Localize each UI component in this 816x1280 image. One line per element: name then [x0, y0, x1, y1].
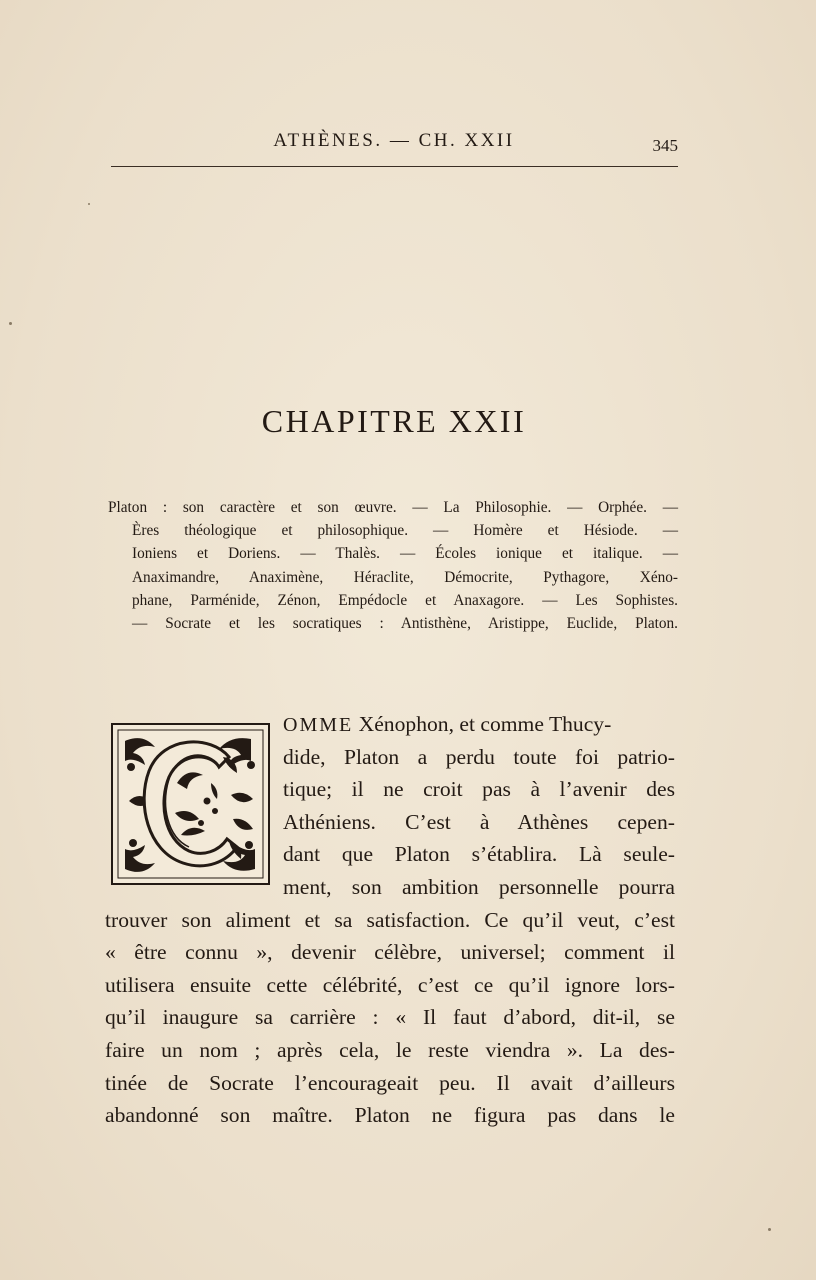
header-rule: [111, 166, 678, 167]
summary-line: Ioniens et Doriens. — Thalès. — Écoles ionique et italique. —: [132, 545, 678, 563]
summary-line: Ères théologique et philosophique. — Homère et Hésiode. —: [132, 522, 678, 540]
page-number: 345: [652, 136, 678, 155]
body-line: dant que Platon s’établira. Là seule-: [283, 842, 675, 867]
body-line: utilisera ensuite cette célébrité, c’est ce qu’il ignore lors-: [105, 972, 675, 997]
summary-line: — Socrate et les socratiques : Antisthène, Aristippe, Euclide, Platon.: [132, 614, 678, 632]
body-line: faire un nom ; après cela, le reste viendra ». La des-: [105, 1037, 675, 1062]
running-title: ATHÈNES. — CH. XXII: [273, 130, 515, 151]
paper-speck: [88, 203, 90, 205]
body-line: abandonné son maître. Platon ne figura pas dans le: [105, 1103, 675, 1128]
small-caps-word: OMME: [283, 714, 354, 736]
summary-line: Anaximandre, Anaximène, Héraclite, Démocrite, Pythagore, Xéno-: [132, 568, 678, 586]
chapter-title: CHAPITRE XXII: [261, 403, 527, 440]
paper-speck: [9, 322, 12, 325]
body-line: qu’il inaugure sa carrière : « Il faut d’abord, dit-il, se: [105, 1005, 675, 1030]
body-line: tinée de Socrate l’encourageait peu. Il avait d’ailleurs: [105, 1070, 675, 1095]
body-line: ment, son ambition personnelle pourra: [283, 874, 675, 899]
summary-line: phane, Parménide, Zénon, Empédocle et Anaxagore. — Les Sophistes.: [132, 591, 678, 609]
body-line: tique; il ne croit pas à l’avenir des: [283, 777, 675, 802]
body-line: trouver son aliment et sa satisfaction. Ce qu’il veut, c’est: [105, 907, 675, 932]
chapter-summary: [108, 496, 678, 635]
body-line-text: Xénophon, et comme Thucy-: [353, 712, 612, 736]
body-text: [105, 708, 675, 1132]
body-line: dide, Platon a perdu toute foi patrio-: [283, 744, 675, 769]
body-line: « être connu », devenir célèbre, universel; comment il: [105, 940, 675, 965]
running-head: [108, 128, 680, 158]
summary-line: Platon : son caractère et son œuvre. — La Philosophie. — Orphée. —: [108, 499, 678, 516]
paper-speck: [768, 1228, 771, 1231]
body-line: [283, 708, 675, 741]
body-line: Athéniens. C’est à Athènes cepen-: [283, 809, 675, 834]
